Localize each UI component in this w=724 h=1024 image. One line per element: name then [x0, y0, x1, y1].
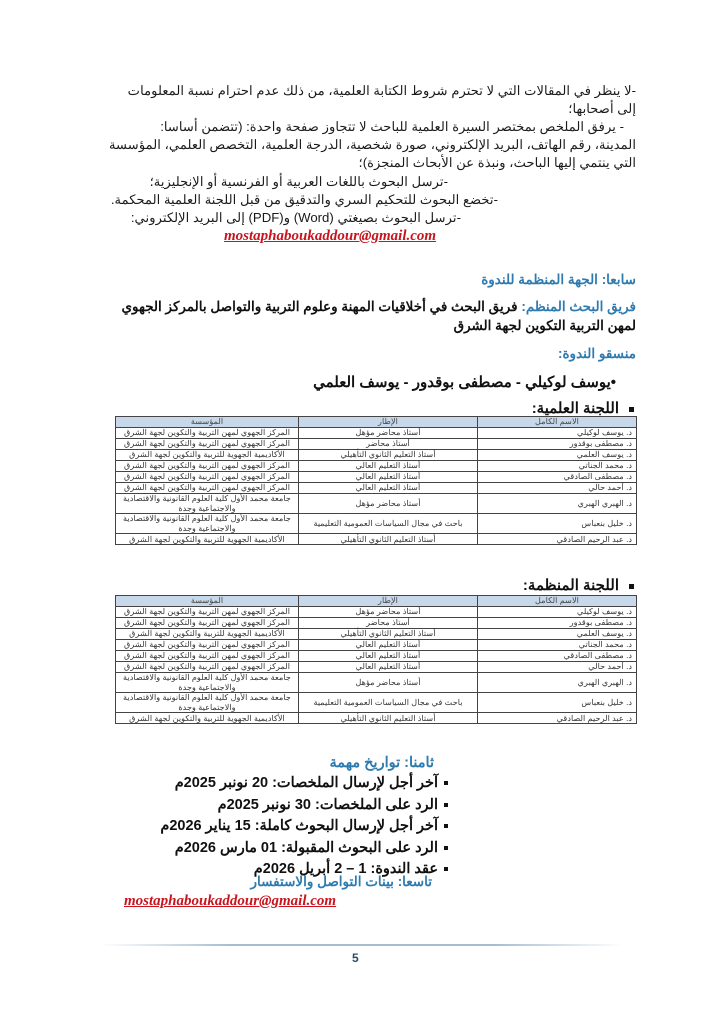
date-item: [175, 775, 448, 791]
square-bullet-icon: [444, 846, 448, 850]
table-row: [116, 629, 637, 640]
cell-institution: المركز الجهوي لمهن التربية والتكوين لجهة الشرق: [116, 461, 299, 472]
cell-full-name: د. يوسف لوكيلي: [478, 607, 637, 618]
table-row: [116, 450, 637, 461]
cell-full-name: د. خليل بنعباس: [478, 514, 637, 534]
page-number: 5: [352, 951, 359, 965]
cell-full-name: د. محمد الجناتي: [478, 640, 637, 651]
cell-position: أستاذ التعليم العالي: [299, 461, 478, 472]
table-row: [116, 494, 637, 514]
cell-institution: الأكاديمية الجهوية للتربية والتكوين لجهة الشرق: [116, 450, 299, 461]
cell-position: أستاذ التعليم العالي: [299, 483, 478, 494]
rule-line: إلى أصحابها؛: [568, 101, 636, 116]
table-row: [116, 428, 637, 439]
contact-email-link[interactable]: mostaphaboukaddour@gmail.com: [124, 893, 337, 909]
cell-position: باحث في مجال السياسات العمومية التعليمية: [299, 693, 478, 713]
table-row: [116, 439, 637, 450]
scientific-committee-table: [115, 416, 637, 545]
date-text: آخر أجل لإرسال الملخصات: 20 نونبر 2025م: [174, 775, 438, 791]
cell-institution: الأكاديمية الجهوية للتربية والتكوين لجهة الشرق: [116, 713, 299, 724]
header-position: الإطار: [299, 417, 478, 428]
cell-position: أستاذ محاضر مؤهل: [299, 607, 478, 618]
section-8-heading: ثامنا: تواريخ مهمة: [329, 755, 434, 771]
header-full-name: الاسم الكامل: [478, 596, 637, 607]
table-row: [116, 472, 637, 483]
table-row: [116, 662, 637, 673]
cell-position: باحث في مجال السياسات العمومية التعليمية: [299, 514, 478, 534]
organizing-committee-title: اللجنة المنظمة:: [522, 577, 619, 594]
date-item: [160, 818, 448, 834]
cell-full-name: د. يوسف العلمي: [478, 450, 637, 461]
date-text: آخر أجل لإرسال البحوث كاملة: 15 يناير 2026م: [160, 818, 438, 834]
table-row: [116, 461, 637, 472]
cell-full-name: د. يوسف العلمي: [478, 629, 637, 640]
square-bullet-icon: [629, 407, 634, 412]
table-row: [116, 483, 637, 494]
header-institution: المؤسسة: [116, 417, 299, 428]
cell-full-name: د. أحمد حالي: [478, 662, 637, 673]
table-row: [116, 673, 637, 693]
cell-institution: المركز الجهوي لمهن التربية والتكوين لجهة الشرق: [116, 472, 299, 483]
cell-full-name: د. أحمد حالي: [478, 483, 637, 494]
research-team-value-cont: لمهن التربية التكوين لجهة الشرق: [453, 318, 636, 333]
cell-position: أستاذ التعليم العالي: [299, 640, 478, 651]
header-full-name: الاسم الكامل: [478, 417, 637, 428]
organizing-committee-heading: [523, 576, 634, 594]
cell-full-name: د. عبد الرحيم الصادقي: [478, 713, 637, 724]
square-bullet-icon: [629, 584, 634, 589]
cell-institution: المركز الجهوي لمهن التربية والتكوين لجهة الشرق: [116, 662, 299, 673]
research-team: [121, 299, 636, 315]
cell-institution: جامعة محمد الأول كلية العلوم القانونية والاقتصادية والاجتماعية وجدة: [116, 673, 299, 693]
table-row: [116, 693, 637, 713]
organizing-committee-table: [115, 595, 637, 724]
rule-line: -تخضع البحوث للتحكيم السري والتدقيق من قبل اللجنة العلمية المحكمة.: [110, 192, 498, 207]
cell-institution: المركز الجهوي لمهن التربية والتكوين لجهة الشرق: [116, 651, 299, 662]
cell-full-name: د. مصطفى الصادقي: [478, 651, 637, 662]
cell-position: أستاذ محاضر مؤهل: [299, 673, 478, 693]
table-row: [116, 640, 637, 651]
table-row: [116, 607, 637, 618]
cell-institution: جامعة محمد الأول كلية العلوم القانونية والاقتصادية والاجتماعية وجدة: [116, 693, 299, 713]
coordinators-list: •يوسف لوكيلي - مصطفى بوقدور - يوسف العلمي: [313, 374, 616, 391]
square-bullet-icon: [444, 867, 448, 871]
cell-institution: المركز الجهوي لمهن التربية والتكوين لجهة الشرق: [116, 428, 299, 439]
cell-position: أستاذ التعليم العالي: [299, 472, 478, 483]
cell-full-name: د. يوسف لوكيلي: [478, 428, 637, 439]
cell-institution: المركز الجهوي لمهن التربية والتكوين لجهة الشرق: [116, 618, 299, 629]
footer-divider: [100, 944, 624, 946]
table-row: [116, 651, 637, 662]
rule-line: التي ينتمي إليها الباحث، ونبذة عن الأبحاث المنجزة)؛: [358, 155, 636, 170]
square-bullet-icon: [444, 781, 448, 785]
header-position: الإطار: [299, 596, 478, 607]
research-team-value: فريق البحث في أخلاقيات المهنة وعلوم التربية والتواصل بالمركز الجهوي: [121, 299, 518, 314]
cell-institution: الأكاديمية الجهوية للتربية والتكوين لجهة الشرق: [116, 629, 299, 640]
cell-position: أستاذ محاضر مؤهل: [299, 428, 478, 439]
header-institution: المؤسسة: [116, 596, 299, 607]
cell-position: أستاذ التعليم العالي: [299, 662, 478, 673]
cell-full-name: د. خليل بنعباس: [478, 693, 637, 713]
cell-full-name: د. الهبري الهبري: [478, 673, 637, 693]
cell-full-name: د. محمد الجناتي: [478, 461, 637, 472]
cell-full-name: د. عبد الرحيم الصادقي: [478, 534, 637, 545]
square-bullet-icon: [444, 803, 448, 807]
email-link[interactable]: mostaphaboukaddour@gmail.com: [224, 228, 437, 244]
section-9-heading: تاسعا: بينات التواصل والاستفسار: [250, 874, 432, 889]
cell-institution: جامعة محمد الأول كلية العلوم القانونية والاقتصادية والاجتماعية وجدة: [116, 514, 299, 534]
rule-line: المدينة، رقم الهاتف، البريد الإلكتروني، صورة شخصية، الدرجة العلمية، التخصص العلمي، المؤسسة: [108, 137, 636, 152]
research-team-label: فريق البحث المنظم:: [521, 299, 636, 314]
cell-full-name: د. الهبري الهبري: [478, 494, 637, 514]
rule-line: -لا ينظر في المقالات التي لا تحترم شروط الكتابة العلمية، من ذلك عدم احترام نسبة المعلومات: [127, 83, 636, 98]
date-item: [218, 797, 448, 813]
cell-institution: جامعة محمد الأول كلية العلوم القانونية والاقتصادية والاجتماعية وجدة: [116, 494, 299, 514]
coordinators-label: منسقو الندوة:: [557, 346, 636, 361]
date-text: الرد على الملخصات: 30 نونبر 2025م: [217, 797, 438, 813]
rule-line: -ترسل البحوث بصيغتي (Word) و(PDF) إلى البريد الإلكتروني:: [130, 210, 461, 225]
scientific-committee-title: اللجنة العلمية:: [531, 400, 619, 417]
date-text: عقد الندوة: 1 – 2 أبريل 2026م: [253, 861, 438, 877]
table-header-row: [116, 417, 637, 428]
cell-position: أستاذ التعليم العالي: [299, 651, 478, 662]
table-row: [116, 514, 637, 534]
table-row: [116, 713, 637, 724]
table-row: [116, 534, 637, 545]
section-7-heading: سابعا: الجهة المنظمة للندوة: [481, 272, 636, 287]
table-header-row: [116, 596, 637, 607]
table-row: [116, 618, 637, 629]
date-item: [175, 840, 448, 856]
square-bullet-icon: [444, 824, 448, 828]
cell-position: أستاذ التعليم الثانوي التأهيلي: [299, 534, 478, 545]
cell-full-name: د. مصطفى بوقدور: [478, 439, 637, 450]
cell-full-name: د. مصطفى بوقدور: [478, 618, 637, 629]
cell-institution: الأكاديمية الجهوية للتربية والتكوين لجهة الشرق: [116, 534, 299, 545]
cell-position: أستاذ محاضر مؤهل: [299, 494, 478, 514]
cell-position: أستاذ محاضر: [299, 618, 478, 629]
cell-institution: المركز الجهوي لمهن التربية والتكوين لجهة الشرق: [116, 439, 299, 450]
cell-institution: المركز الجهوي لمهن التربية والتكوين لجهة الشرق: [116, 607, 299, 618]
scientific-committee-heading: [532, 399, 634, 417]
cell-position: أستاذ محاضر: [299, 439, 478, 450]
rule-line: - يرفق الملخص بمختصر السيرة العلمية للباحث لا تتجاوز صفحة واحدة: (تتضمن أساسا:: [160, 119, 624, 134]
cell-position: أستاذ التعليم الثانوي التأهيلي: [299, 450, 478, 461]
cell-position: أستاذ التعليم الثانوي التأهيلي: [299, 713, 478, 724]
date-text: الرد على البحوث المقبولة: 01 مارس 2026م: [174, 840, 438, 856]
cell-institution: المركز الجهوي لمهن التربية والتكوين لجهة الشرق: [116, 483, 299, 494]
cell-position: أستاذ التعليم الثانوي التأهيلي: [299, 629, 478, 640]
cell-institution: المركز الجهوي لمهن التربية والتكوين لجهة الشرق: [116, 640, 299, 651]
rule-line: -ترسل البحوث باللغات العربية أو الفرنسية أو الإنجليزية؛: [149, 174, 448, 189]
cell-full-name: د. مصطفى الصادقي: [478, 472, 637, 483]
